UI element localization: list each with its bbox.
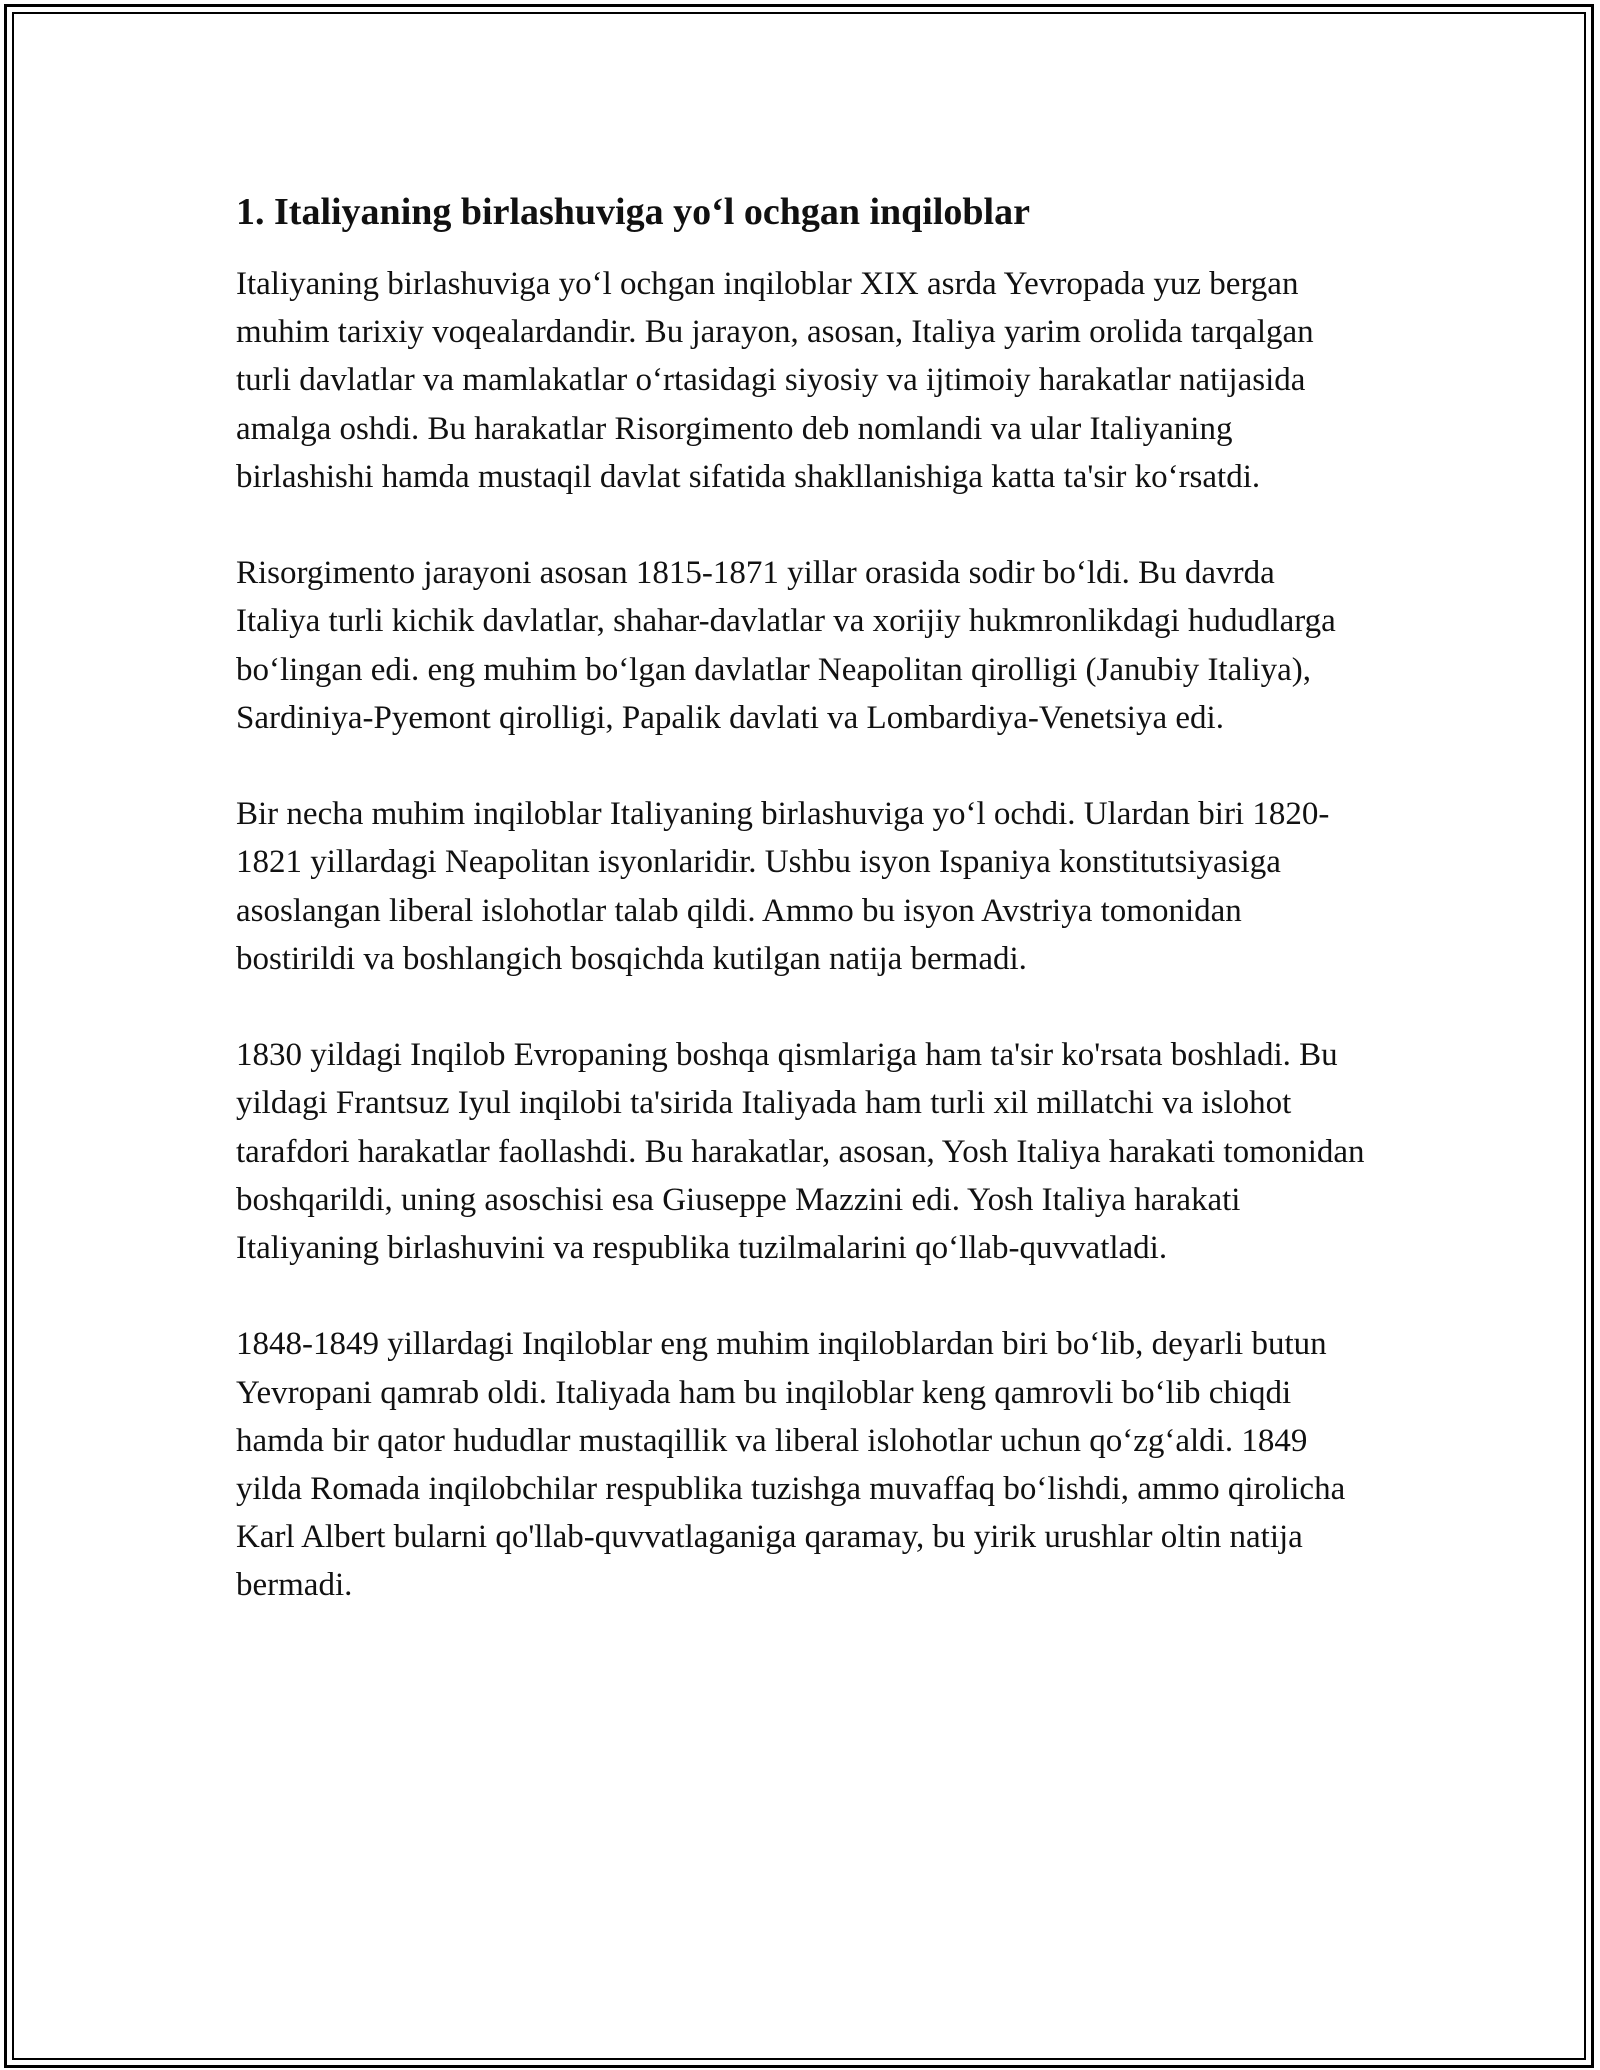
paragraph-1848-revolutions: 1848-1849 yillardagi Inqiloblar eng muhim inqiloblardan biri bo‘lib, deyarli butun Yevropani qamrab oldi. Italiyada ham bu inqiloblar keng qamrovli bo‘lib chiqdi hamda bir qator hududlar mustaqillik va liberal islohotlar uchun qo‘zg‘aldi. 1849 yilda Romada inqilobchilar respublika tuzishga muvaffaq bo‘lishdi, ammo qirolicha Karl Albert bularni qo'llab-quvvatlaganiga qaramay, bu yirik urushlar oltin natija bermadi.	[236, 1326, 1346, 1604]
paragraph-risorgimento: Risorgimento jarayoni asosan 1815-1871 yillar orasida sodir bo‘ldi. Bu davrda Italiya turli kichik davlatlar, shahar-davlatlar va xorijiy hukmronlikdagi hududlarga bo‘lingan edi. eng muhim bo‘lgan davlatlar Neapolitan qirolligi (Janubiy Italiya), Sardiniya-Pyemont qirolligi, Papalik davlati va Lombardiya-Venetsiya edi.	[236, 555, 1336, 736]
paragraph-intro: Italiyaning birlashuviga yo‘l ochgan inqiloblar XIX asrda Yevropada yuz bergan muhim tarixiy voqealardandir. Bu jarayon, asosan, Italiya yarim orolida tarqalgan turli davlatlar va mamlakatlar o‘rtasidagi siyosiy va ijtimoiy harakatlar natijasida amalga oshdi. Bu harakatlar Risorgimento deb nomlandi va ular Italiyaning birlashishi hamda mustaqil davlat sifatida shakllanishiga katta ta'sir ko‘rsatdi.	[236, 266, 1314, 495]
document-title: 1. Italiyaning birlashuviga yo‘l ochgan inqiloblar	[236, 191, 1030, 233]
paragraph-neapolitan-revolts: Bir necha muhim inqiloblar Italiyaning birlashuviga yo‘l ochdi. Ulardan biri 1820-1821 yillardagi Neapolitan isyonlaridir. Ushbu isyon Ispaniya konstitutsiyasiga asoslangan liberal islohotlar talab qildi. Ammo bu isyon Avstriya tomonidan bostirildi va boshlangich bosqichda kutilgan natija bermadi.	[236, 796, 1330, 977]
paragraph-1830-revolution: 1830 yildagi Inqilob Evropaning boshqa qismlariga ham ta'sir ko'rsata boshladi. Bu yildagi Frantsuz Iyul inqilobi ta'sirida Italiyada ham turli xil millatchi va islohot tarafdori harakatlar faollashdi. Bu harakatlar, asosan, Yosh Italiya harakati tomonidan boshqarildi, uning asoschisi esa Giuseppe Mazzini edi. Yosh Italiya harakati Italiyaning birlashuvini va respublika tuzilmalarini qo‘llab-quvvatladi.	[236, 1037, 1365, 1267]
document-body	[236, 188, 1366, 1658]
